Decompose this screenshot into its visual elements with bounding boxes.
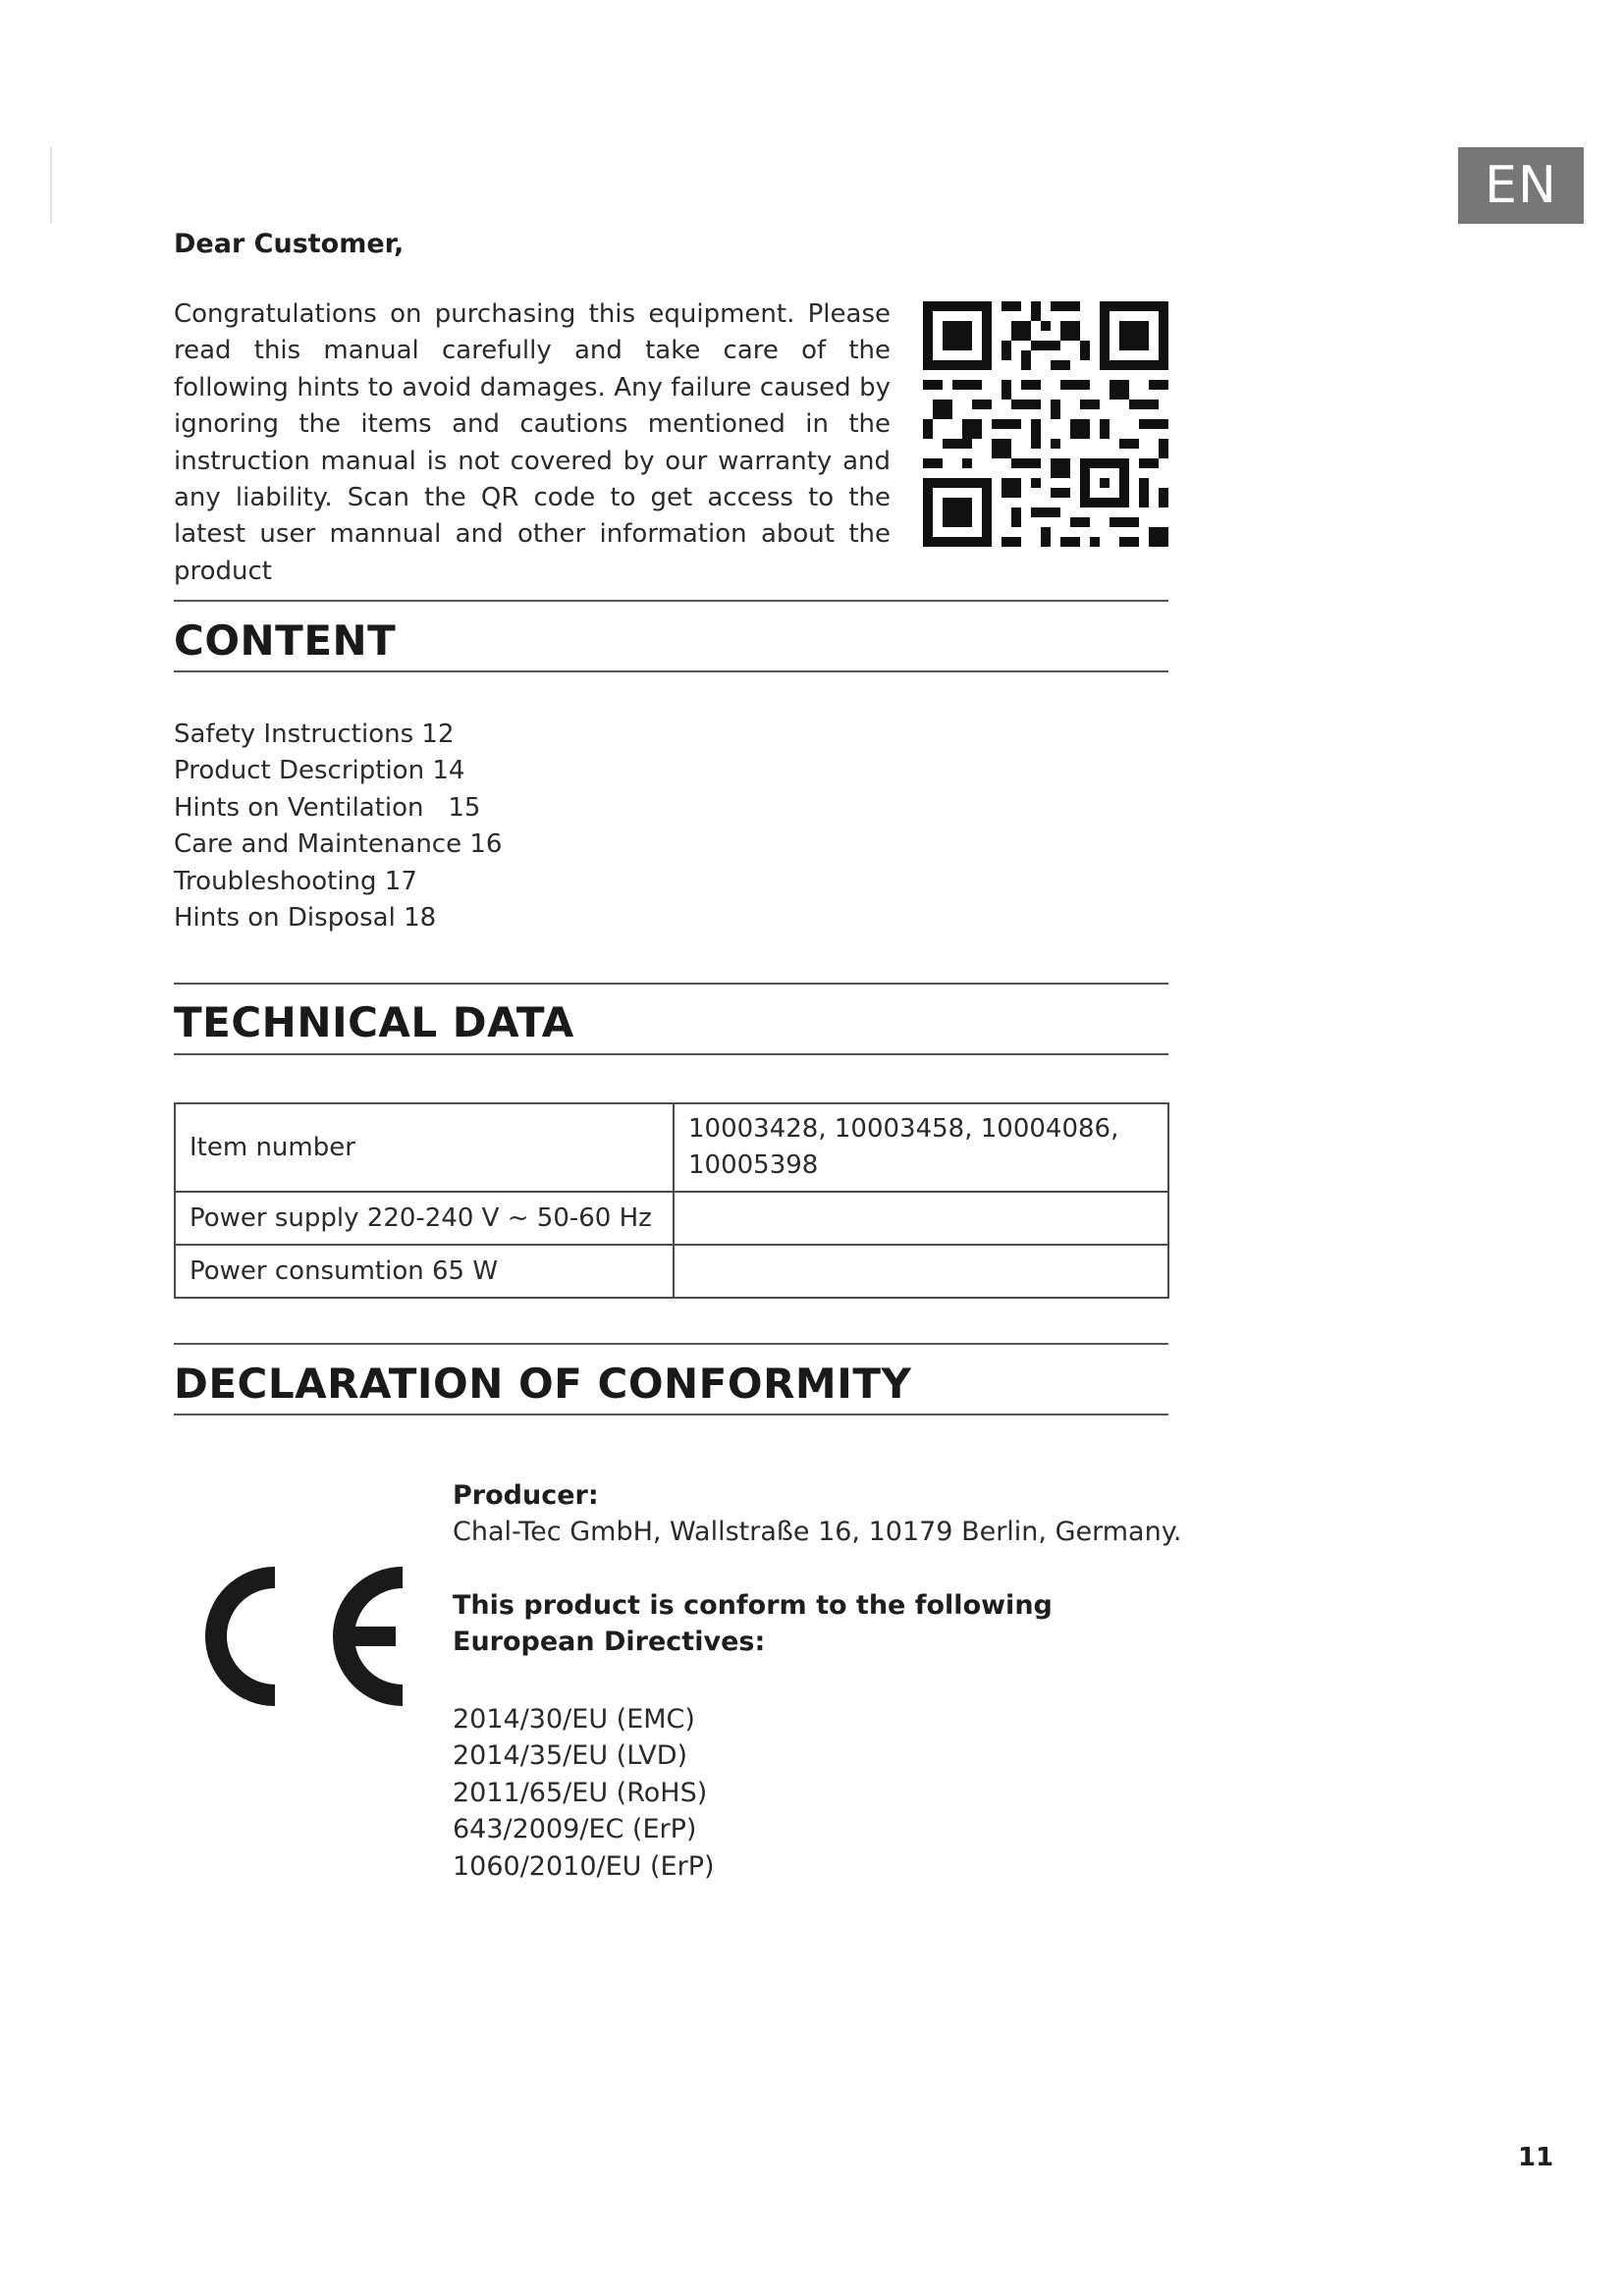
- table-cell-value: [674, 1192, 1168, 1245]
- producer-label: Producer:: [453, 1480, 599, 1511]
- content-item: Safety Instructions 12: [174, 720, 455, 749]
- content-title: CONTENT: [174, 616, 397, 665]
- table-cell-label: Power consumtion 65 W: [175, 1245, 674, 1298]
- content-item: Hints on Disposal 18: [174, 903, 437, 934]
- technical-data-table: [174, 1102, 1169, 1299]
- technical-data-title: TECHNICAL DATA: [174, 998, 574, 1046]
- content-item: Product Description 14: [174, 756, 465, 786]
- directive-item: 1060/2010/EU (ErP): [453, 1850, 715, 1882]
- conformity-statement: This product is conform to the following European Directives:: [453, 1590, 1053, 1658]
- page-number: 11: [1518, 2143, 1554, 2172]
- margin-mark: [50, 147, 52, 224]
- directive-item: 643/2009/EC (ErP): [453, 1814, 697, 1845]
- ce-mark-icon: [191, 1556, 417, 1718]
- section-rule: [174, 1414, 1168, 1415]
- directive-item: 2011/65/EU (RoHS): [453, 1777, 708, 1808]
- language-badge: EN: [1458, 147, 1584, 224]
- intro-paragraph: Congratulations on purchasing this equipment. Please read this manual carefully and take care of the following hints to avoid damages. Any failure caused by ignoring the items and cautions mentioned in the instruction manual is not covered by our warranty and any liability. Scan the QR code to get access to the latest user mannual and other information about the product: [174, 299, 891, 586]
- directive-item: 2014/35/EU (LVD): [453, 1740, 688, 1772]
- greeting: Dear Customer,: [174, 229, 405, 259]
- content-item: Troubleshooting 17: [174, 866, 417, 896]
- table-cell-label: Power supply 220-240 V ~ 50-60 Hz: [175, 1192, 674, 1245]
- content-list: [174, 717, 502, 936]
- section-rule: [174, 1053, 1168, 1055]
- qr-code-icon: [923, 301, 1168, 547]
- section-rule: [174, 600, 1168, 602]
- table-cell-value: 10003428, 10003458, 10004086, 10005398: [674, 1103, 1168, 1192]
- table-row: [175, 1245, 1168, 1298]
- content-item: Hints on Ventilation 15: [174, 792, 481, 823]
- table-cell-label: Item number: [175, 1103, 674, 1192]
- directive-item: 2014/30/EU (EMC): [453, 1704, 695, 1735]
- table-row: [175, 1192, 1168, 1245]
- directives-list: [453, 1701, 715, 1885]
- declaration-title: DECLARATION OF CONFORMITY: [174, 1360, 912, 1408]
- producer-address: Chal-Tec GmbH, Wallstraße 16, 10179 Berlin, Germany.: [453, 1517, 1182, 1547]
- table-row: [175, 1103, 1168, 1192]
- content-item: Care and Maintenance 16: [174, 829, 503, 860]
- section-rule: [174, 1343, 1168, 1345]
- table-cell-value: [674, 1245, 1168, 1298]
- section-rule: [174, 670, 1168, 672]
- section-rule: [174, 983, 1168, 985]
